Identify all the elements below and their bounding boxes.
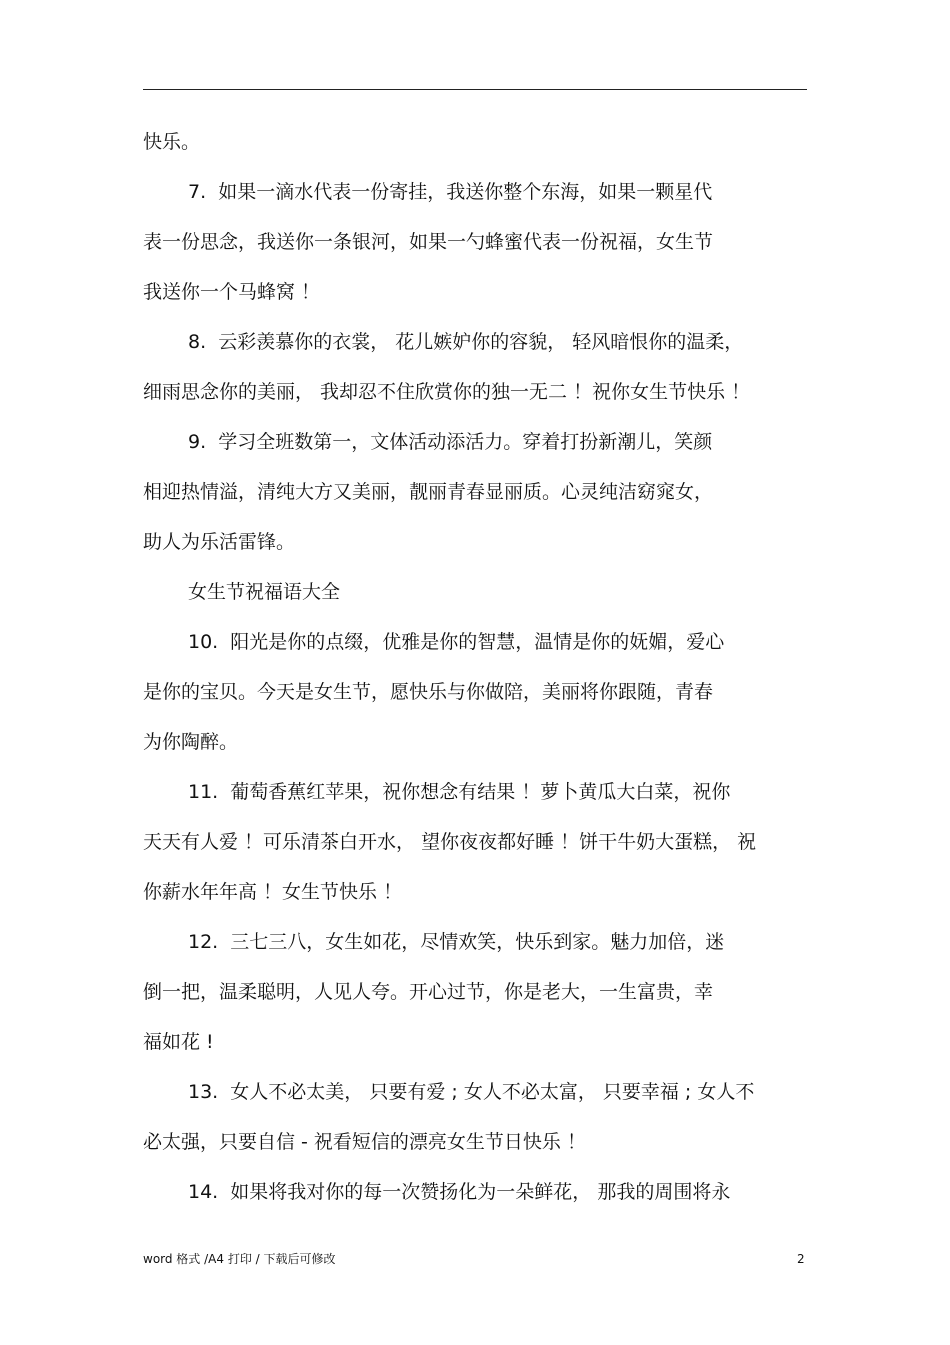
- text-line: 8. 云彩羡慕你的衣裳， 花儿嫉妒你的容貌， 轻风暗恨你的温柔，: [188, 331, 744, 353]
- text-line: 11. 葡萄香蕉红苹果，祝你想念有结果 ！萝卜黄瓜大白菜，祝你: [188, 781, 731, 803]
- text-line: 助人为乐活雷锋。: [143, 531, 296, 553]
- text-line: 细雨思念你的美丽， 我却忍不住欣赏你的独一无二 ！祝你女生节快乐 ！: [143, 381, 751, 403]
- section-heading: 女生节祝福语大全: [188, 581, 341, 603]
- text-line: 14. 如果将我对你的每一次赞扬化为一朵鲜花， 那我的周围将永: [188, 1181, 731, 1203]
- text-line: 10. 阳光是你的点缀，优雅是你的智慧，温情是你的妩媚，爱心: [188, 631, 725, 653]
- text-line: 12. 三七三八，女生如花，尽情欢笑，快乐到家。魅力加倍，迷: [188, 931, 725, 953]
- text-line: 表一份思念，我送你一条银河，如果一勺蜂蜜代表一份祝福，女生节: [143, 231, 714, 253]
- text-line: 倒一把，温柔聪明，人见人夸。开心过节，你是老大，一生富贵，幸: [143, 981, 714, 1003]
- text-line: 福如花 !: [143, 1031, 214, 1053]
- text-line: 为你陶醉。: [143, 731, 239, 753]
- text-line: 13. 女人不必太美， 只要有爱 ; 女人不必太富， 只要幸福 ; 女人不: [188, 1081, 755, 1103]
- text-line: 你薪水年年高 ！女生节快乐 ！: [143, 881, 403, 903]
- text-line: 必太强，只要自信 - 祝看短信的漂亮女生节日快乐 ！: [143, 1131, 586, 1153]
- text-line: 我送你一个马蜂窝 ！: [143, 281, 321, 303]
- text-line: 快乐。: [143, 131, 201, 153]
- page-number: 2: [797, 1252, 805, 1266]
- text-line: 7. 如果一滴水代表一份寄挂，我送你整个东海，如果一颗星代: [188, 181, 713, 203]
- header-rule: [143, 89, 807, 90]
- footer-note: word 格式 /A4 打印 / 下载后可修改: [143, 1252, 336, 1266]
- text-line: 是你的宝贝。今天是女生节，愿快乐与你做陪，美丽将你跟随，青春: [143, 681, 714, 703]
- text-line: 9. 学习全班数第一，文体活动添活力。穿着打扮新潮儿，笑颜: [188, 431, 713, 453]
- text-line: 天天有人爱 ！可乐清茶白开水， 望你夜夜都好睡 ！饼干牛奶大蛋糕， 祝: [143, 831, 757, 853]
- text-line: 相迎热情溢，清纯大方又美丽，靓丽青春显丽质。心灵纯洁窈窕女，: [143, 481, 714, 503]
